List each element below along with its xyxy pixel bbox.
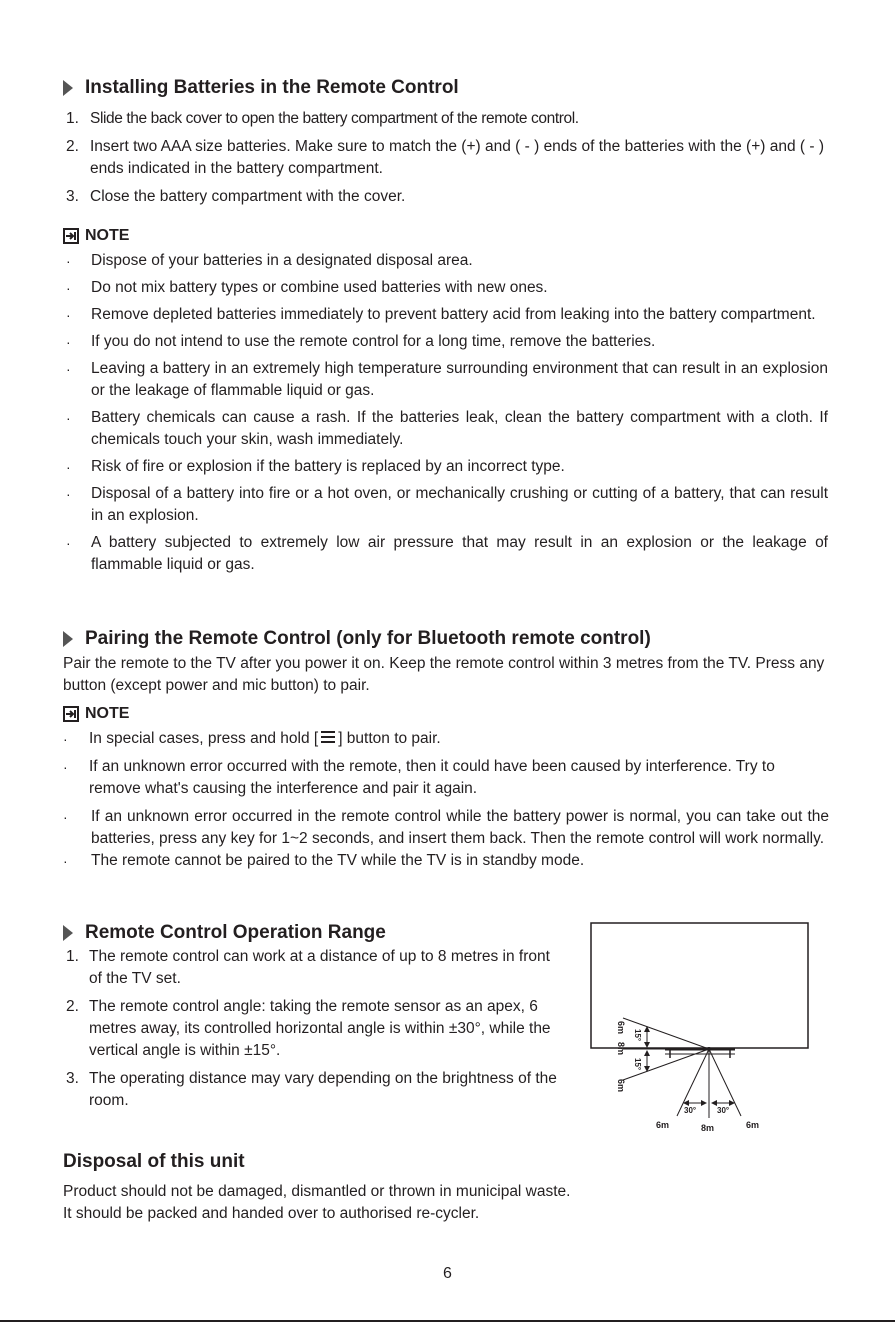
step-text: Close the battery compartment with the cover.	[90, 188, 406, 205]
range-step-2	[66, 996, 566, 1062]
battery-heading-text: Installing Batteries in the Remote Control	[85, 77, 459, 98]
battery-steps	[66, 108, 836, 208]
pairing-heading-text: Pairing the Remote Control (only for Bluetooth remote control)	[85, 628, 651, 649]
range-steps	[66, 946, 566, 1112]
disposal-text	[63, 1181, 833, 1225]
label-horizontal-left: 6m	[656, 1120, 670, 1130]
range-step-3	[66, 1068, 566, 1112]
step-text: The remote control can work at a distance of up to 8 metres in front of the TV set.	[89, 948, 550, 987]
page-number: 6	[443, 1265, 452, 1282]
pairing-notes	[63, 728, 829, 872]
step-number: 3.	[66, 188, 79, 205]
label-horizontal-mid: 8m	[701, 1123, 715, 1133]
note-text: Risk of fire or explosion if the battery is replaced by an incorrect type.	[91, 458, 565, 475]
step-text: The remote control angle: taking the remote sensor as an apex, 6 metres away, its controlled horizontal angle is within ±30°, while the vertical angle is within ±15°.	[89, 998, 551, 1059]
note-text: If you do not intend to use the remote control for a long time, remove the batteries.	[91, 333, 656, 350]
note-item: · If an unknown error occurred with the remote, then it could have been caused by interference. Try to remove what's causing the interference and pair it again.	[63, 758, 775, 797]
note-item: · A battery subjected to extremely low air pressure that may result in an explosion or the leakage of flammable liquid or gas.	[66, 534, 828, 573]
step-text: Insert two AAA size batteries. Make sure to match the (+) and ( - ) ends of the batteries with the (+) and ( - ) ends indicated in the battery compartment.	[90, 138, 824, 177]
label-vertical-top: 6m	[616, 1021, 626, 1035]
note-icon	[63, 706, 79, 722]
note-icon	[63, 228, 79, 244]
note-text: ] button to pair.	[338, 730, 441, 747]
label-angle-up: 15°	[633, 1029, 642, 1042]
note-text: Battery chemicals can cause a rash. If the batteries leak, clean the battery compartment with a cloth. If chemicals touch your skin, wash immediately.	[91, 409, 828, 448]
label-vertical-bottom: 6m	[616, 1079, 626, 1093]
battery-note-title	[63, 227, 129, 245]
section-arrow-icon	[63, 80, 73, 96]
step-number: 2.	[66, 138, 79, 155]
step-number: 1.	[66, 948, 79, 965]
step-number: 2.	[66, 998, 79, 1015]
disposal-line: Product should not be damaged, dismantled or thrown in municipal waste.	[63, 1183, 571, 1200]
note-text: Dispose of your batteries in a designated disposal area.	[91, 252, 473, 269]
note-item: · Risk of fire or explosion if the battery is replaced by an incorrect type.	[66, 458, 565, 475]
note-item: · Do not mix battery types or combine used batteries with new ones.	[66, 279, 548, 296]
note-item: · Battery chemicals can cause a rash. If the batteries leak, clean the battery compartment with a cloth. If chemicals touch your skin, wash immediately.	[66, 409, 828, 448]
step-number: 1.	[66, 110, 79, 127]
note-text: Remove depleted batteries immediately to prevent battery acid from leaking into the battery compartment.	[91, 306, 816, 323]
note-text: The remote cannot be paired to the TV while the TV is in standby mode.	[91, 852, 585, 869]
note-text: In special cases, press and hold [	[89, 730, 319, 747]
label-angle-right: 30°	[717, 1106, 730, 1115]
note-item: · Leaving a battery in an extremely high temperature surrounding environment that can result in an explosion or the leakage of flammable liquid or gas.	[66, 360, 828, 399]
note-item: · The remote cannot be paired to the TV while the TV is in standby mode.	[63, 852, 585, 869]
pairing-section-heading	[63, 628, 651, 650]
pairing-intro: Pair the remote to the TV after you power it on. Keep the remote control within 3 metres from the TV. Press any button (except power and mic button) to pair.	[63, 655, 825, 694]
note-item: · If an unknown error occurred in the remote control while the battery power is normal, you can take out the batteries, press any key for 1~2 seconds, and insert them back. Then the remote control will work normally.	[63, 808, 829, 847]
section-arrow-icon	[63, 631, 73, 647]
battery-step-3	[66, 186, 836, 208]
label-angle-left: 30°	[684, 1106, 697, 1115]
note-text: Do not mix battery types or combine used batteries with new ones.	[91, 279, 548, 296]
battery-section-heading	[63, 77, 459, 99]
bottom-rule	[0, 1320, 895, 1322]
range-diagram	[585, 918, 815, 1138]
step-text: Slide the back cover to open the battery compartment of the remote control.	[90, 110, 579, 127]
note-text: A battery subjected to extremely low air pressure that may result in an explosion or the leakage of flammable liquid or gas.	[91, 534, 828, 573]
note-item: · If you do not intend to use the remote control for a long time, remove the batteries.	[66, 333, 656, 350]
battery-step-2	[66, 136, 836, 180]
note-text: If an unknown error occurred with the remote, then it could have been caused by interference. Try to remove what's causing the interference and pair it again.	[89, 758, 775, 797]
section-arrow-icon	[63, 925, 73, 941]
menu-icon	[320, 730, 336, 744]
range-heading-text: Remote Control Operation Range	[85, 922, 386, 943]
note-title-text: NOTE	[85, 227, 130, 244]
battery-notes	[66, 250, 828, 576]
disposal-heading: Disposal of this unit	[63, 1151, 245, 1172]
step-text: The operating distance may vary depending on the brightness of the room.	[89, 1070, 557, 1109]
note-item: · Remove depleted batteries immediately to prevent battery acid from leaking into the battery compartment.	[66, 306, 816, 323]
label-horizontal-right: 6m	[746, 1120, 760, 1130]
battery-step-1	[66, 108, 836, 130]
range-section-heading	[63, 922, 386, 944]
pairing-note-title	[63, 705, 129, 723]
note-text: If an unknown error occurred in the remote control while the battery power is normal, you can take out the batteries, press any key for 1~2 seconds, and insert them back. Then the remote control will work normally.	[91, 808, 829, 847]
note-text: Leaving a battery in an extremely high temperature surrounding environment that can result in an explosion or the leakage of flammable liquid or gas.	[91, 360, 828, 399]
step-number: 3.	[66, 1070, 79, 1087]
disposal-line: It should be packed and handed over to authorised re-cycler.	[63, 1205, 480, 1222]
range-step-1	[66, 946, 566, 990]
label-vertical-mid: 8m	[616, 1042, 626, 1056]
note-title-text: NOTE	[85, 705, 130, 722]
note-item: · In special cases, press and hold [ ] button to pair.	[63, 730, 441, 747]
label-angle-down: 15°	[633, 1058, 642, 1071]
note-item: · Dispose of your batteries in a designated disposal area.	[66, 252, 473, 269]
note-text: Disposal of a battery into fire or a hot oven, or mechanically crushing or cutting of a battery, that can result in an explosion.	[91, 485, 828, 524]
note-item: · Disposal of a battery into fire or a hot oven, or mechanically crushing or cutting of a battery, that can result in an explosion.	[66, 485, 828, 524]
